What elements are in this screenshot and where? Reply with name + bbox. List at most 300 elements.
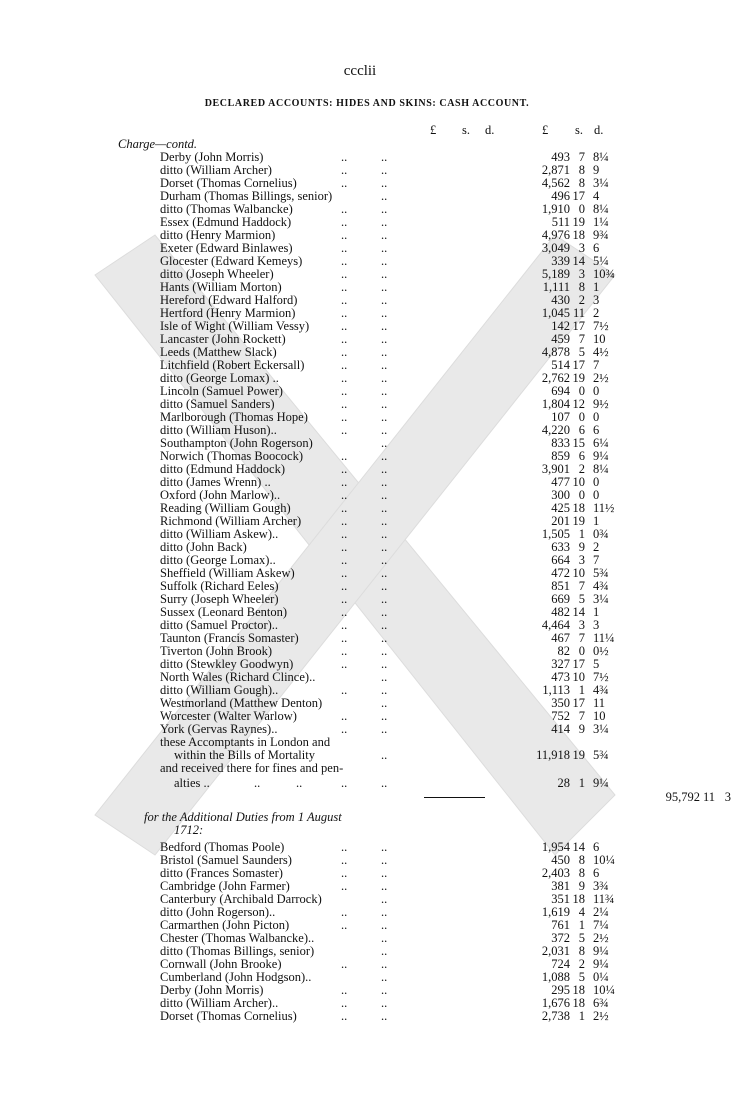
entry-name: Lincoln (Samuel Power) [160,384,283,398]
amount-pence: 9 [593,163,600,177]
entry-name: ditto (William Askew).. [160,527,279,541]
amount-shillings: 18 [572,892,585,906]
amount-pounds: 142 [551,319,570,333]
amount-shillings: 8 [578,280,585,294]
amount-shillings: 12 [572,397,585,411]
amount-shillings: 15 [572,436,585,450]
leader-dots: .. [381,319,388,333]
leader-dots: .. [341,176,348,190]
leader-dots: .. [341,397,348,411]
amount-pence: 4½ [593,345,609,359]
amount-pence: 11¼ [593,631,615,645]
leader-dots: .. [381,553,388,567]
leader-dots: .. [341,150,348,164]
charge-rows [118,151,638,736]
amount-pence: 6 [593,840,600,854]
leader-dots: .. [341,957,348,971]
amount-pence: 9¼ [593,944,609,958]
amount-shillings: 18 [572,996,585,1010]
entry-name: ditto (George Lomax).. [160,553,276,567]
amount-pounds: 752 [551,709,570,723]
amount-pence: 8¼ [593,150,609,164]
additional-duty-rows [118,841,638,1023]
amount-pounds: 2,031 [541,944,570,958]
leader-dots: .. [341,423,348,437]
col-total-shillings: s. [575,123,583,137]
leader-dots: .. [381,540,388,554]
amount-pounds: 1,676 [541,996,570,1010]
amount-shillings: 8 [578,176,585,190]
leader-dots: .. [341,840,348,854]
amount-shillings: 10 [572,475,585,489]
entry-name: ditto (George Lomax) .. [160,371,279,385]
entry-name: ditto (Edmund Haddock) [160,462,285,476]
amount-pence: 2½ [593,1009,609,1023]
amount-pence: 8¼ [593,462,609,476]
leader-dots: .. [381,332,388,346]
leader-dots: .. [341,579,348,593]
col-total-pounds: £ [542,123,549,137]
leader-dots: .. [381,462,388,476]
entry-name: Canterbury (Archibald Darrock) [160,892,322,906]
amount-pounds: 496 [551,189,570,203]
entry-name: Reading (William Gough) [160,501,291,515]
leader-dots: .. [341,501,348,515]
amount-pence: 1¼ [593,215,609,229]
col-total-pence: d. [594,123,604,137]
leader-dots: .. [341,566,348,580]
leader-dots: .. [381,631,388,645]
leader-dots: .. [381,644,388,658]
amount-shillings: 2 [578,957,585,971]
leader-dots: .. [381,683,388,697]
leader-dots: .. [381,215,388,229]
amount-shillings: 5 [578,931,585,945]
amount-pounds: 82 [557,644,570,658]
section-title: Charge—contd. [118,137,198,151]
amount-shillings: 7 [578,709,585,723]
amount-shillings: 1 [578,776,585,790]
amount-pounds: 4,220 [541,423,570,437]
total-row [118,790,731,805]
entry-name: ditto (William Huson).. [160,423,277,437]
amount-shillings: 7 [578,579,585,593]
amount-shillings: 9 [578,879,585,893]
entry-name: Norwich (Thomas Boocock) [160,449,304,463]
entry-name: Glocester (Edward Kemeys) [160,254,303,268]
amount-shillings: 11 [572,306,585,320]
amount-pounds: 669 [551,592,570,606]
amount-shillings: 2 [578,293,585,307]
amount-shillings: 8 [578,163,585,177]
entry-name: ditto (William Archer) [160,163,272,177]
leader-dots: .. [341,228,348,242]
leader-dots: .. [341,358,348,372]
leader-dots: .. [381,892,388,906]
amount-pence: 0¼ [593,970,609,984]
amount-shillings: 14 [572,605,585,619]
amount-pounds: 833 [551,436,570,450]
amount-shillings: 14 [572,254,585,268]
amount-shillings: 17 [572,189,585,203]
amount-pence: 6 [593,241,600,255]
leader-dots: .. [341,306,348,320]
amount-pence: 1 [593,514,600,528]
entry-name: Derby (John Morris) [160,150,264,164]
amount-pounds: 1,910 [541,202,570,216]
leader-dots: .. [341,540,348,554]
entry-name: Westmorland (Matthew Denton) [160,696,323,710]
amount-pounds: 372 [551,931,570,945]
entry-name: ditto (Henry Marmion) [160,228,276,242]
amount-pence: 6¾ [593,996,609,1010]
leader-dots: .. [381,345,388,359]
amount-pence: 7 [593,358,600,372]
amount-pence: 3¼ [593,176,609,190]
leader-dots: .. [381,748,388,762]
leader-dots: .. [341,293,348,307]
amount-pounds: 295 [551,983,570,997]
leader-dots: .. [341,384,348,398]
entry-name: Exeter (Edward Binlawes) [160,241,293,255]
leader-dots: .. [341,592,348,606]
leader-dots: .. [254,776,261,790]
leader-dots: .. [341,462,348,476]
amount-pence: 10 [593,332,606,346]
amount-pence: 9¼ [593,449,609,463]
fines-row-line2 [118,775,638,791]
entry-name: Dorset (Thomas Cornelius) [160,176,297,190]
leader-dots: .. [341,488,348,502]
entry-name: ditto (John Back) [160,540,247,554]
fines-row-line1 [118,762,638,775]
amount-pence: 9½ [593,397,609,411]
leader-dots: .. [341,866,348,880]
entry-name: ditto (Samuel Sanders) [160,397,275,411]
amount-pence: 6 [593,423,600,437]
amount-pounds: 430 [551,293,570,307]
amount-pence: 5¼ [593,254,609,268]
entry-name: and received there for fines and pen- [160,761,344,775]
leader-dots: .. [381,905,388,919]
entry-name: ditto (Thomas Billings, senior) [160,944,315,958]
entry-name: Surry (Joseph Wheeler) [160,592,279,606]
amount-pence: 7 [593,553,600,567]
amount-pounds: 3,049 [541,241,570,255]
leader-dots: .. [341,644,348,658]
amount-pounds: 425 [551,501,570,515]
entry-name: ditto (Stewkley Goodwyn) [160,657,294,671]
column-headers [118,123,638,137]
amount-pounds: 1,111 [542,280,570,294]
leader-dots: .. [381,618,388,632]
entry-name: Sheffield (William Askew) [160,566,295,580]
leader-dots: .. [381,592,388,606]
page-number: ccclii [343,63,377,79]
leader-dots: .. [381,722,388,736]
amount-shillings: 3 [578,618,585,632]
amount-pence: 1 [593,280,600,294]
amount-pence: 7½ [593,319,609,333]
leader-dots: .. [381,657,388,671]
amount-pence: 11¾ [593,892,615,906]
amount-pounds: 2,871 [541,163,570,177]
amount-pence: 9¼ [593,776,609,790]
entry-name: ditto (William Archer).. [160,996,279,1010]
amount-pounds: 2,403 [541,866,570,880]
amount-shillings: 18 [572,501,585,515]
leader-dots: .. [341,631,348,645]
leader-dots: .. [381,579,388,593]
amount-pence: 3 [593,293,600,307]
leader-dots: .. [381,970,388,984]
amount-pounds: 4,464 [541,618,570,632]
entry-name: Bedford (Thomas Poole) [160,840,285,854]
total-shillings: 11 [702,790,715,804]
amount-shillings: 18 [572,228,585,242]
amount-shillings: 14 [572,840,585,854]
amount-pence: 1 [593,605,600,619]
amount-pence: 2¼ [593,905,609,919]
amount-pence: 10 [593,709,606,723]
account-table [118,137,731,1023]
amount-pounds: 1,954 [541,840,570,854]
amount-pence: 9¾ [593,228,609,242]
entry-name: Bristol (Samuel Saunders) [160,853,292,867]
leader-dots: .. [381,866,388,880]
amount-pounds: 724 [551,957,570,971]
entry-name: Richmond (William Archer) [160,514,302,528]
amount-shillings: 19 [572,215,585,229]
leader-dots: .. [381,514,388,528]
entry-name: Hertford (Henry Marmion) [160,306,296,320]
amount-pounds: 1,088 [541,970,570,984]
entry-name: Hereford (Edward Halford) [160,293,298,307]
amount-shillings: 1 [578,683,585,697]
leader-dots: .. [381,397,388,411]
entry-name: ditto (Frances Somaster) [160,866,283,880]
leader-dots: .. [381,410,388,424]
amount-shillings: 6 [578,449,585,463]
entry-name: Cumberland (John Hodgson).. [160,970,312,984]
entry-name: Suffolk (Richard Eeles) [160,579,279,593]
entry-name: ditto (William Gough).. [160,683,279,697]
leader-dots: .. [381,983,388,997]
amount-shillings: 1 [578,1009,585,1023]
amount-pounds: 4,878 [541,345,570,359]
leader-dots: .. [381,944,388,958]
amount-shillings: 1 [578,527,585,541]
entry-name: within the Bills of Mortality [174,748,315,762]
amount-pence: 10¼ [593,853,615,867]
entry-name: alties .. [174,776,210,790]
amount-pence: 0¾ [593,527,609,541]
amount-pence: 11½ [593,501,615,515]
leader-dots: .. [381,449,388,463]
entry-name: Essex (Edmund Haddock) [160,215,292,229]
amount-pence: 9¼ [593,957,609,971]
amount-pounds: 11,918 [536,748,570,762]
leader-dots: .. [341,618,348,632]
amount-pence: 0 [593,410,600,424]
amount-shillings: 8 [578,866,585,880]
amount-pence: 10¼ [593,983,615,997]
leader-dots: .. [341,983,348,997]
leader-dots: .. [381,254,388,268]
leader-dots: .. [381,436,388,450]
amount-pounds: 859 [551,449,570,463]
leader-dots: .. [341,215,348,229]
entry-name: Leeds (Matthew Slack) [160,345,277,359]
entry-name: these Accomptants in London and [160,735,331,749]
entry-name: Sussex (Leonard Benton) [160,605,288,619]
leader-dots: .. [381,358,388,372]
leader-dots: .. [341,410,348,424]
amount-pounds: 1,619 [541,905,570,919]
amount-pounds: 2,762 [541,371,570,385]
amount-shillings: 19 [572,514,585,528]
entry-name: Litchfield (Robert Eckersall) [160,358,305,372]
amount-pounds: 300 [551,488,570,502]
leader-dots: .. [341,853,348,867]
amount-shillings: 7 [578,150,585,164]
amount-pence: 3 [593,618,600,632]
amount-pounds: 339 [551,254,570,268]
amount-pounds: 1,804 [541,397,570,411]
amount-pence: 0 [593,488,600,502]
amount-pence: 6 [593,866,600,880]
entry-name: Durham (Thomas Billings, senior) [160,189,333,203]
leader-dots: .. [381,918,388,932]
leader-dots: .. [341,657,348,671]
leader-dots: .. [341,1009,348,1023]
amount-pounds: 851 [551,579,570,593]
leader-dots: .. [381,267,388,281]
leader-dots: .. [341,722,348,736]
entry-name: ditto (John Rogerson).. [160,905,276,919]
leader-dots: .. [341,605,348,619]
leader-dots: .. [341,879,348,893]
entry-name: ditto (Samuel Proctor).. [160,618,279,632]
amount-pence: 6¼ [593,436,609,450]
amount-pence: 2 [593,540,600,554]
entry-name: Lancaster (John Rockett) [160,332,286,346]
amount-shillings: 19 [572,371,585,385]
leader-dots: .. [341,527,348,541]
leader-dots: .. [381,475,388,489]
amount-shillings: 10 [572,566,585,580]
leader-dots: .. [381,776,388,790]
leader-dots: .. [381,280,388,294]
leader-dots: .. [381,996,388,1010]
table-row [118,1010,638,1023]
leader-dots: .. [381,371,388,385]
leader-dots: .. [341,267,348,281]
amount-shillings: 17 [572,319,585,333]
section-heading-cont [118,824,638,837]
amount-pounds: 493 [551,150,570,164]
entry-name: Taunton (Francis Somaster) [160,631,299,645]
amount-shillings: 2 [578,462,585,476]
leader-dots: .. [381,384,388,398]
amount-pounds: 459 [551,332,570,346]
amount-shillings: 5 [578,592,585,606]
amount-shillings: 17 [572,358,585,372]
amount-pounds: 450 [551,853,570,867]
amount-shillings: 18 [572,983,585,997]
amount-pounds: 761 [551,918,570,932]
entry-name: Southampton (John Rogerson) [160,436,313,450]
amount-pence: 7½ [593,670,609,684]
entry-name: York (Gervas Raynes).. [160,722,278,736]
entry-name: Carmarthen (John Picton) [160,918,290,932]
amount-shillings: 19 [572,748,585,762]
amount-pounds: 4,562 [541,176,570,190]
leader-dots: .. [381,176,388,190]
leader-dots: .. [341,371,348,385]
amount-pounds: 1,113 [542,683,570,697]
entry-name: Dorset (Thomas Cornelius) [160,1009,297,1023]
amount-pounds: 473 [551,670,570,684]
entry-name: North Wales (Richard Clince).. [160,670,316,684]
entry-name: Cornwall (John Brooke) [160,957,282,971]
amount-shillings: 9 [578,540,585,554]
entry-name: ditto (Joseph Wheeler) [160,267,274,281]
amount-shillings: 5 [578,970,585,984]
leader-dots: .. [341,918,348,932]
amount-pounds: 4,976 [541,228,570,242]
leader-dots: .. [381,605,388,619]
amount-pence: 7¼ [593,918,609,932]
amount-shillings: 9 [578,722,585,736]
amount-shillings: 0 [578,644,585,658]
leader-dots: .. [381,527,388,541]
amount-pence: 5¾ [593,566,609,580]
amount-pounds: 633 [551,540,570,554]
amount-pence: 11 [593,696,606,710]
running-header: DECLARED ACCOUNTS: HIDES AND SKINS: CASH ACCOUNT. [204,98,530,109]
leader-dots: .. [381,931,388,945]
amount-shillings: 17 [572,696,585,710]
amount-pence: 4¾ [593,579,609,593]
leader-dots: .. [381,501,388,515]
amount-pence: 10¾ [593,267,615,281]
amount-pence: 3¼ [593,722,609,736]
leader-dots: .. [381,306,388,320]
sum-rule [424,797,485,798]
leader-dots: .. [341,163,348,177]
amount-pounds: 3,901 [541,462,570,476]
amount-pounds: 107 [551,410,570,424]
amount-pence: 0 [593,384,600,398]
amount-pounds: 482 [551,605,570,619]
entry-name: Tiverton (John Brook) [160,644,273,658]
amount-pence: 5 [593,657,600,671]
amount-pounds: 414 [551,722,570,736]
amount-shillings: 0 [578,410,585,424]
entry-name: Isle of Wight (William Vessy) [160,319,310,333]
amount-pounds: 350 [551,696,570,710]
amount-pounds: 477 [551,475,570,489]
entry-name: ditto (Thomas Walbancke) [160,202,293,216]
leader-dots: .. [381,202,388,216]
leader-dots: .. [341,319,348,333]
leader-dots: .. [381,423,388,437]
amount-pounds: 1,505 [541,527,570,541]
leader-dots: .. [381,709,388,723]
leader-dots: .. [341,905,348,919]
amount-pounds: 201 [551,514,570,528]
